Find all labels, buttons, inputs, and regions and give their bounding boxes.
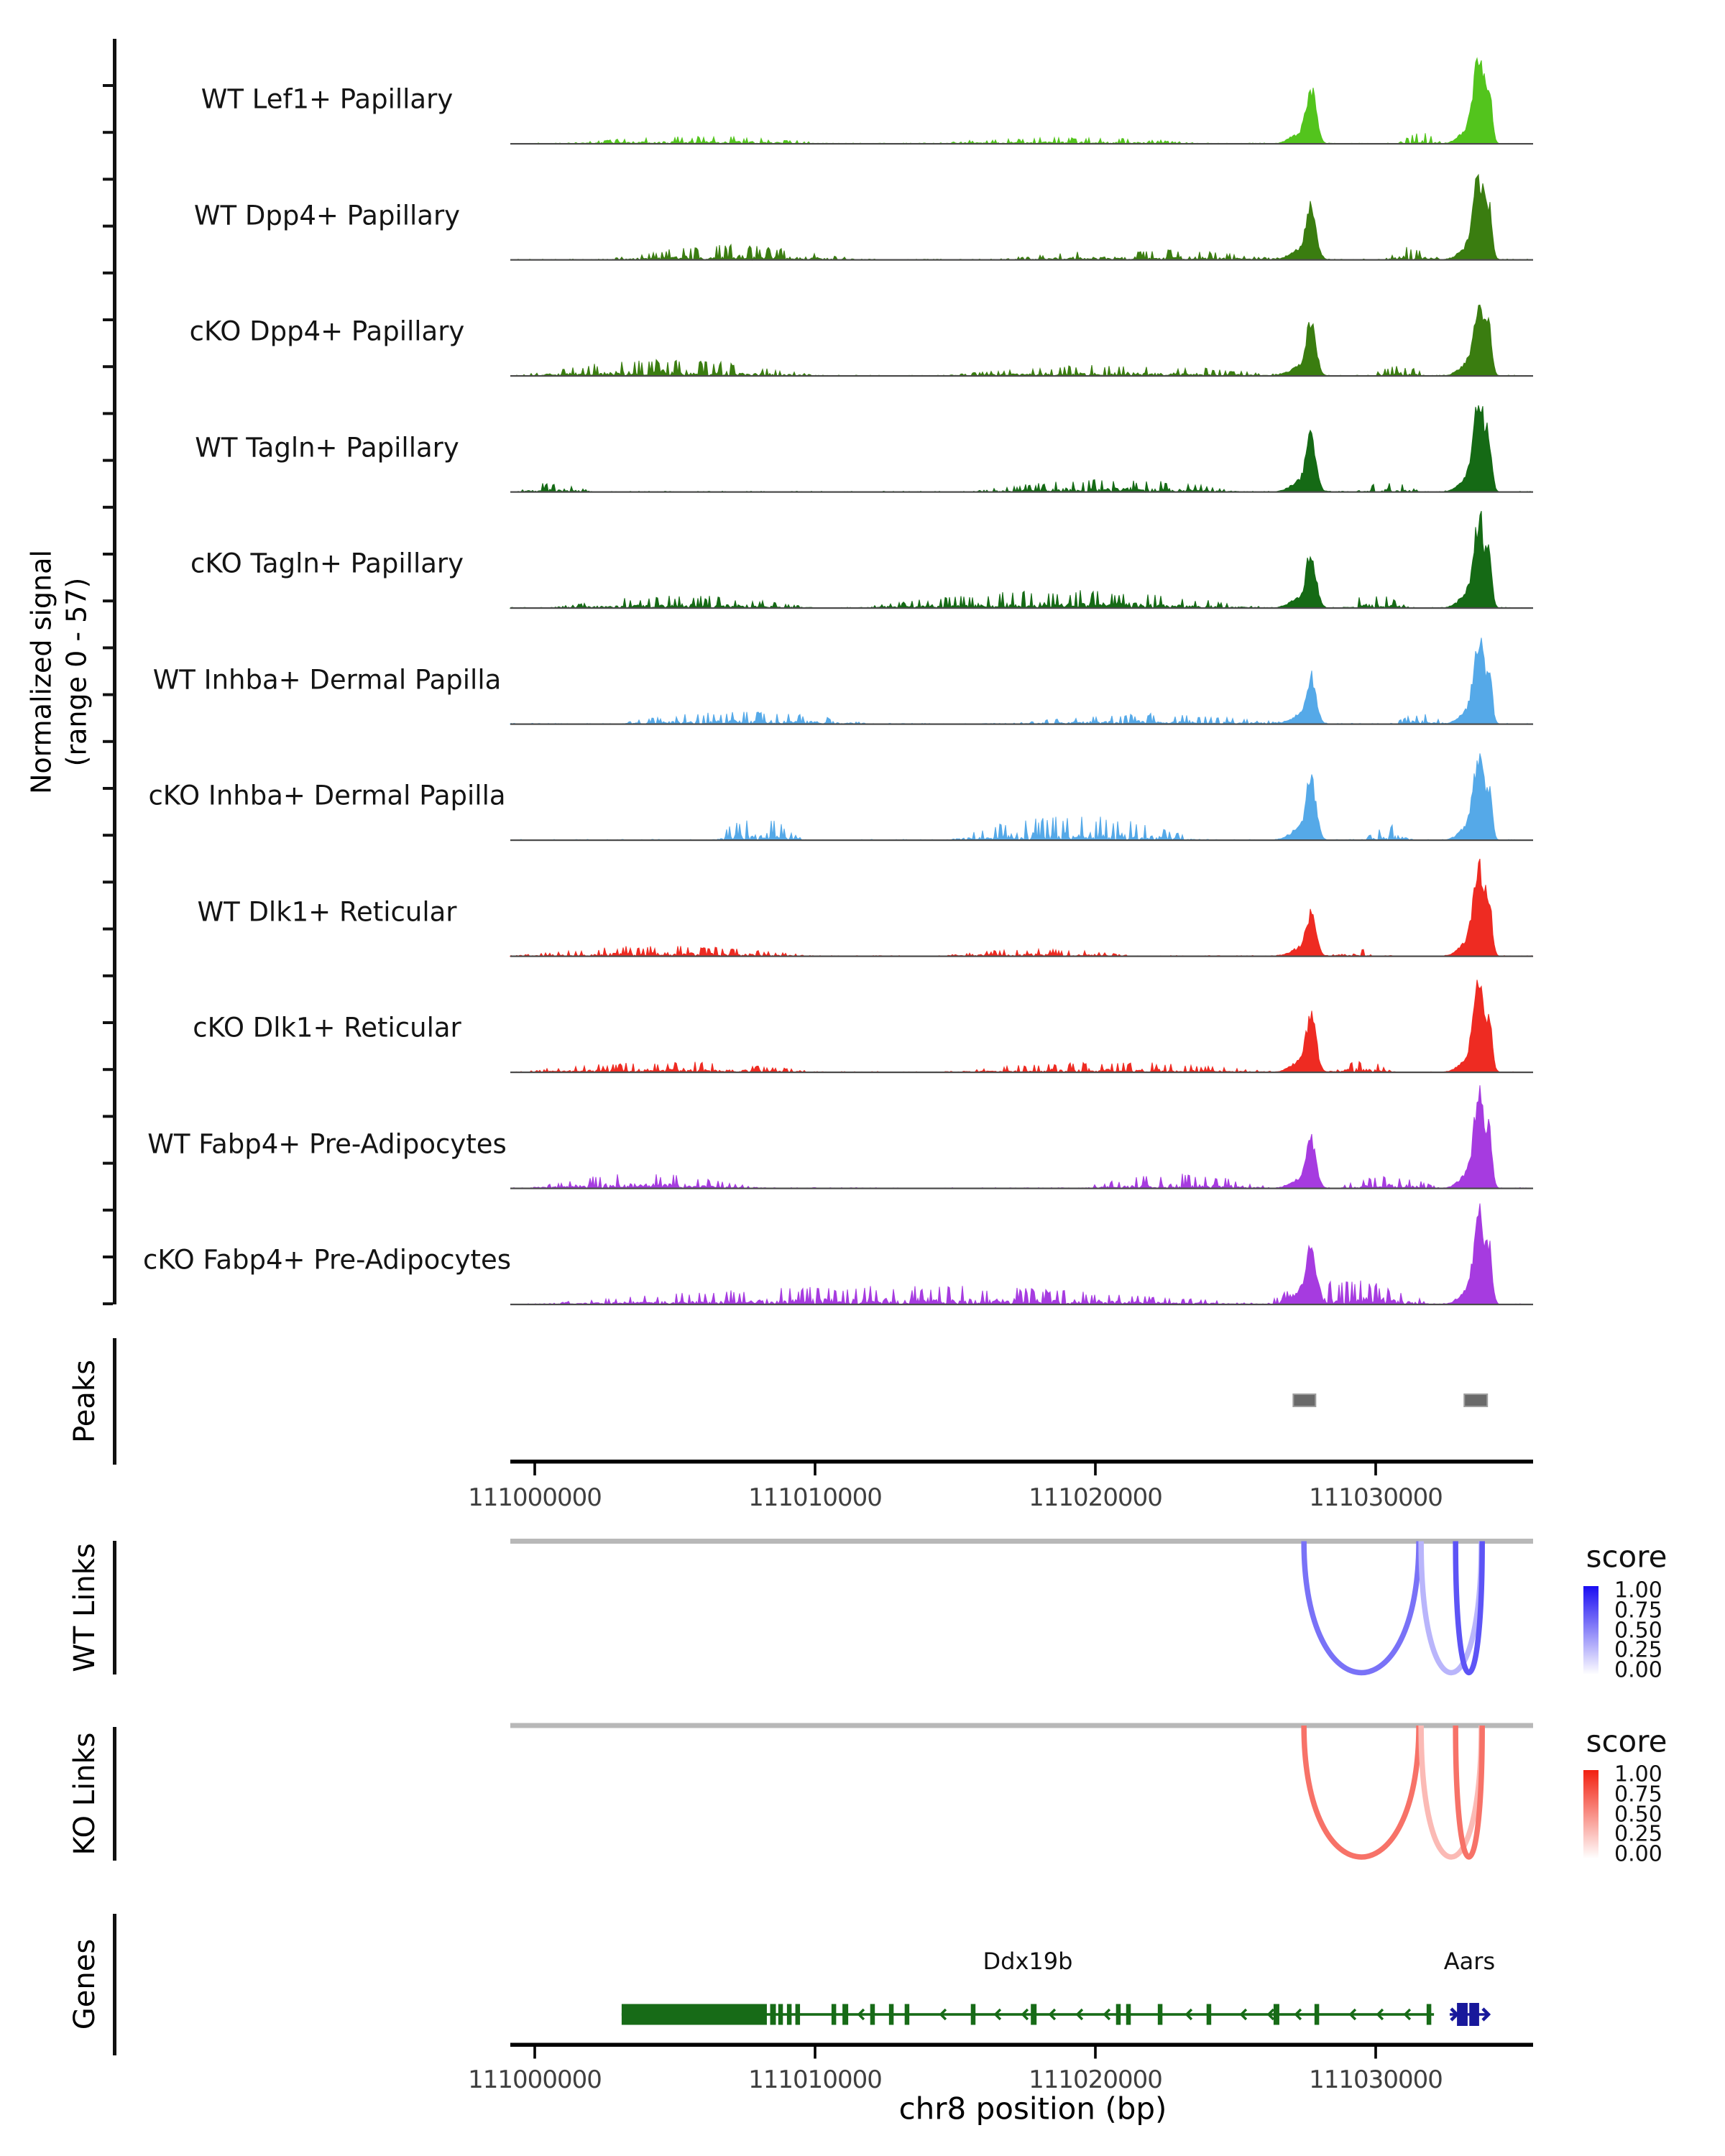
gene-label: Aars [1443, 1948, 1496, 1975]
gene-label: Ddx19b [983, 1948, 1073, 1975]
x-tick-label: 111010000 [748, 2065, 882, 2094]
legend-tick-label: 1.00 [1614, 1577, 1662, 1603]
x-tick-label: 111000000 [468, 1483, 602, 1512]
track-label: WT Lef1+ Papillary [201, 83, 454, 115]
legend-tick-label: 0.25 [1614, 1637, 1662, 1663]
section-label-wt-links: WT Links [68, 1543, 101, 1672]
legend-tick-label: 0.25 [1614, 1821, 1662, 1847]
legend-tick-label: 0.75 [1614, 1782, 1662, 1807]
wt-links-legend-title: score [1586, 1539, 1668, 1575]
track-label: cKO Dpp4+ Papillary [189, 315, 465, 347]
track-label: WT Fabp4+ Pre-Adipocytes [147, 1128, 507, 1159]
track-label: WT Dpp4+ Papillary [193, 200, 461, 231]
section-label-ko-links: KO Links [68, 1732, 101, 1856]
track-label: cKO Fabp4+ Pre-Adipocytes [142, 1244, 512, 1276]
y-axis-label [24, 550, 96, 794]
x-tick-label: 111030000 [1309, 2065, 1443, 2094]
ko-links-legend-title: score [1586, 1723, 1668, 1759]
legend-tick-label: 0.50 [1614, 1618, 1662, 1643]
x-tick-label: 111020000 [1029, 1483, 1162, 1512]
track-label: cKO Tagln+ Papillary [190, 548, 464, 579]
x-tick-label: 111000000 [468, 2065, 602, 2094]
x-tick-label: 111030000 [1309, 1483, 1443, 1512]
legend-tick-label: 0.50 [1614, 1802, 1662, 1827]
x-tick-label: 111020000 [1029, 2065, 1162, 2094]
section-label-genes: Genes [68, 1938, 101, 2030]
legend-tick-label: 0.00 [1614, 1841, 1662, 1867]
legend-tick-label: 0.75 [1614, 1598, 1662, 1623]
track-label: cKO Inhba+ Dermal Papilla [148, 780, 506, 811]
legend-tick-label: 1.00 [1614, 1761, 1662, 1787]
x-tick-label: 111010000 [748, 1483, 882, 1512]
track-label: cKO Dlk1+ Reticular [193, 1012, 461, 1044]
y-axis-label-line1: Normalized signal [25, 550, 58, 794]
track-label: WT Tagln+ Papillary [195, 432, 459, 463]
legend-tick-label: 0.00 [1614, 1657, 1662, 1683]
x-axis-title: chr8 position (bp) [898, 2091, 1167, 2127]
track-label: WT Dlk1+ Reticular [197, 896, 457, 927]
track-label: WT Inhba+ Dermal Papilla [152, 664, 502, 695]
section-label-peaks: Peaks [68, 1360, 101, 1443]
y-axis-label-line2: (range 0 - 57) [61, 577, 93, 767]
